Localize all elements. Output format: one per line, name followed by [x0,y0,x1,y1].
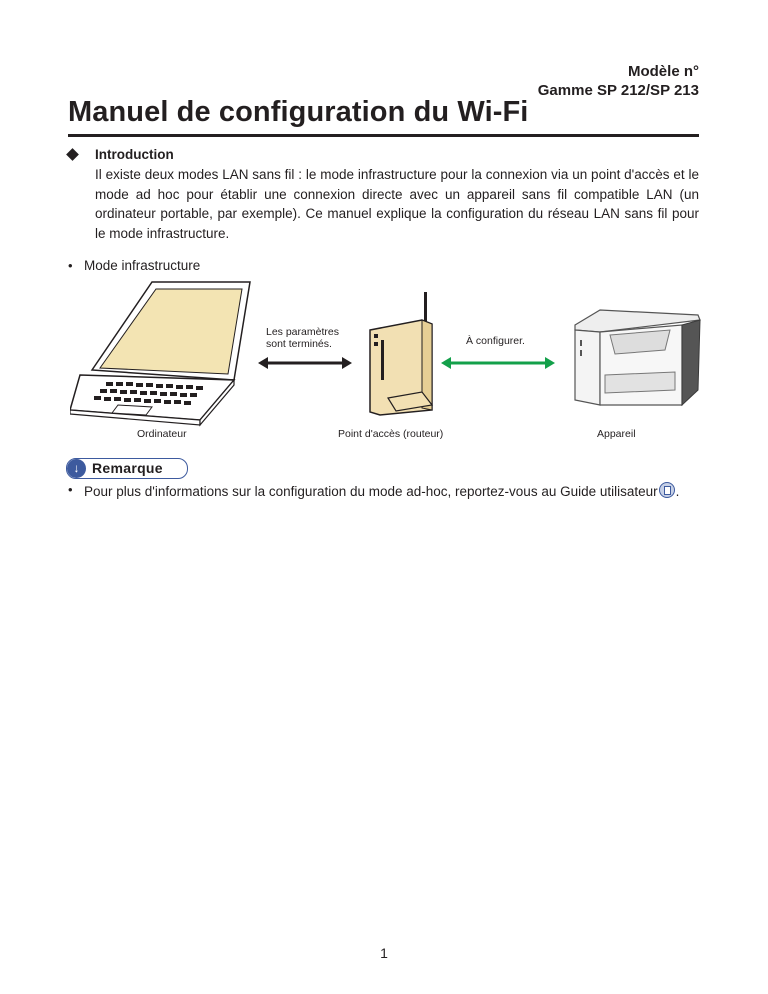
printer-illustration [575,310,700,405]
intro-heading: Introduction [95,147,174,162]
left-arrow-label [266,326,339,350]
remarque-badge [66,458,188,479]
left-double-arrow [258,357,352,369]
laptop-illustration [70,282,250,425]
intro-text: Il existe deux modes LAN sans fil : le mode infrastructure pour la connexion via un point d'accès et le mode ad hoc pour établir une connexion directe avec un appareil sans fil compatible LAN (un ordinateur portable, par exemple). Ce manuel explique la configuration du réseau LAN sans fil pour le mode infrastructure. [95,167,699,241]
model-block [538,62,699,100]
down-arrow-circle-icon: ↓ [67,459,86,478]
model-label: Modèle n° [627,63,699,80]
title-rule [68,134,699,137]
right-arrow-label: À configurer. [466,335,525,347]
page-title: Manuel de configuration du Wi-Fi [68,96,529,128]
note-text [84,482,679,499]
right-double-arrow [441,357,555,369]
router-illustration [370,292,432,415]
left-arrow-label-line2: sont terminés. [266,338,332,350]
caption-router: Point d'accès (routeur) [338,428,444,440]
caption-device: Appareil [597,428,636,440]
note-text-end: . [675,484,680,499]
manual-reference-icon[interactable] [659,482,675,498]
remarque-label: Remarque [92,460,163,476]
note-text-body: Pour plus d'informations sur la configuration du mode ad-hoc, reportez-vous au Guide utilisateur [84,484,658,499]
bullet-dot-icon: • [68,482,73,497]
diamond-bullet-icon [66,148,79,161]
left-arrow-label-line1: Les paramètres [266,326,339,338]
page-number: 1 [380,945,388,961]
caption-computer: Ordinateur [137,428,187,440]
bullet-dot-icon: • [68,258,73,273]
mode-label: Mode infrastructure [84,258,201,273]
model-range: Gamme SP 212/SP 213 [537,82,699,99]
